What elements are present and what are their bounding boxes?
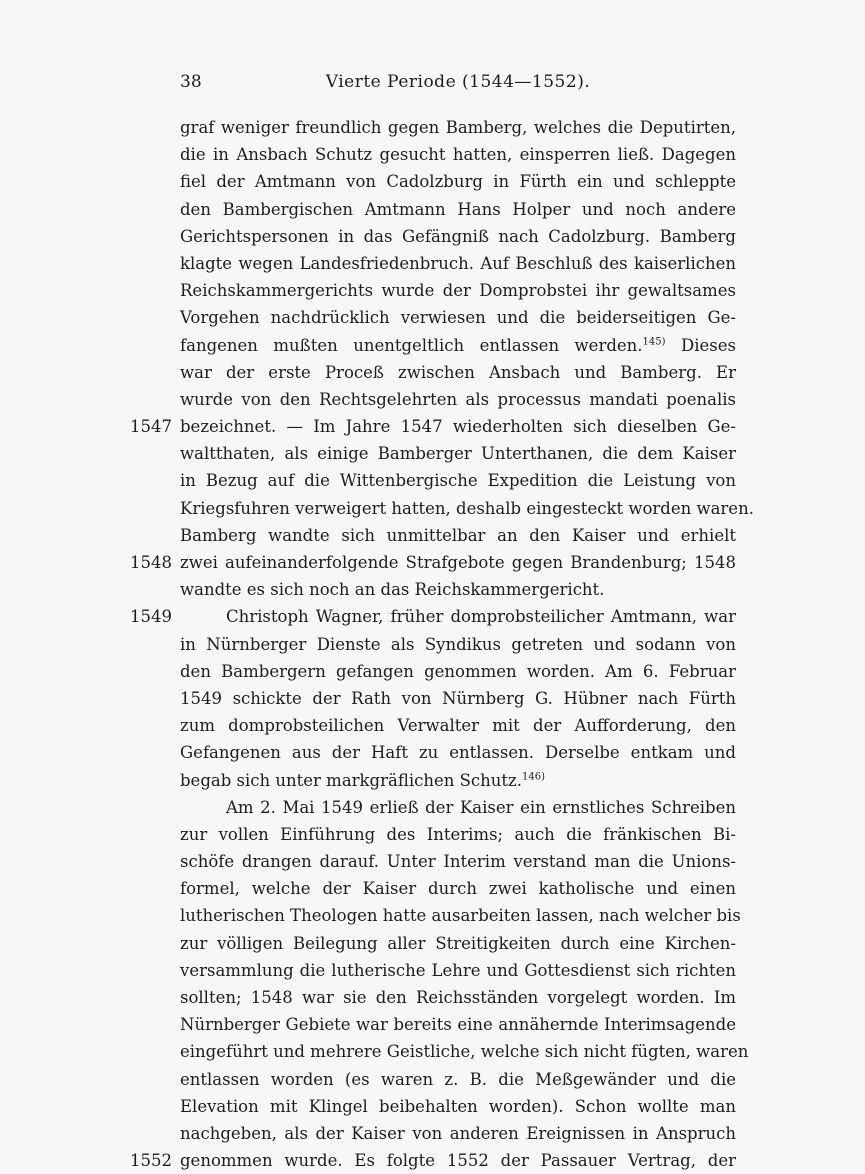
text-line — [180, 930, 736, 957]
text-line — [180, 957, 736, 984]
text-line — [180, 1038, 749, 1065]
line-text: nachgeben, als der Kaiser von anderen Ereignissen in Anspruch — [180, 1123, 736, 1143]
line-text: fangenen mußten unentgeltlich entlassen werden. — [180, 335, 643, 355]
text-line — [180, 196, 736, 223]
line-text: Vorgehen nachdrücklich verwiesen und die beiderseitigen Ge- — [180, 308, 736, 328]
line-text: genommen wurde. Es folgte 1552 der Passauer Vertrag, der — [180, 1151, 736, 1171]
line-text: klagte wegen Landesfriedenbruch. Auf Beschluß des kaiserlichen — [180, 253, 736, 273]
line-text: in Bezug auf die Wittenbergische Expedition die Leistung von — [180, 471, 736, 491]
line-text: zum domprobsteilichen Verwalter mit der Aufforderung, den — [180, 716, 736, 736]
text-line — [180, 875, 736, 902]
margin-year: 1547 — [130, 417, 172, 437]
text-line — [130, 549, 736, 576]
line-text: Gefangenen aus der Haft zu entlassen. Derselbe entkam und — [180, 743, 736, 763]
text-line — [180, 440, 736, 467]
line-text: zur völligen Beilegung aller Streitigkeiten durch eine Kirchen- — [180, 933, 736, 953]
line-text: war der erste Proceß zwischen Ansbach und Bamberg. Er — [180, 362, 736, 382]
line-text: versammlung die lutherische Lehre und Gottesdienst sich richten — [180, 960, 736, 980]
text-line — [180, 522, 736, 549]
line-text: den Bambergern gefangen genommen worden. Am 6. Februar — [180, 661, 736, 681]
line-text: in Nürnberger Dienste als Syndikus getreten und sodann von — [180, 634, 736, 654]
line-text: wurde von den Rechtsgelehrten als processus mandati poenalis — [180, 389, 736, 409]
line-text: begab sich unter markgräflichen Schutz. — [180, 770, 522, 790]
line-text: Reichskammergerichts wurde der Domprobstei ihr gewaltsames — [180, 281, 736, 301]
text-line — [180, 304, 736, 331]
line-text: zur vollen Einführung des Interims; auch die fränkischen Bi- — [180, 824, 736, 844]
running-head: Vierte Periode (1544—1552). — [325, 72, 591, 92]
text-line — [180, 277, 736, 304]
text-line — [180, 821, 736, 848]
text-line — [180, 250, 736, 277]
text-line — [180, 767, 736, 794]
page-number: 38 — [180, 72, 202, 92]
line-text: Nürnberger Gebiete war bereits eine annähernde Interimsagende — [180, 1015, 736, 1035]
line-text: Gerichtspersonen in das Gefängniß nach Cadolzburg. Bamberg — [180, 226, 736, 246]
text-line — [180, 359, 736, 386]
text-line — [180, 658, 736, 685]
margin-year: 1548 — [130, 553, 172, 572]
text-line — [180, 1120, 736, 1147]
text-line — [180, 794, 736, 821]
text-line — [180, 576, 736, 603]
line-text: wandte es sich noch an das Reichskammergericht. — [180, 580, 605, 600]
text-line — [180, 168, 736, 195]
text-line — [130, 1147, 736, 1174]
text-line — [180, 495, 754, 522]
text-line — [180, 1066, 736, 1093]
page-header — [180, 72, 736, 98]
line-text: bezeichnet. — Im Jahre 1547 wiederholten sich dieselben Ge- — [180, 417, 736, 437]
line-text: Kriegsfuhren verweigert hatten, deshalb eingesteckt worden waren. — [180, 498, 754, 518]
text-line — [180, 114, 736, 141]
line-text: lutherischen Theologen hatte ausarbeiten lassen, nach welcher bis — [180, 906, 741, 926]
line-text: entlassen worden (es waren z. B. die Meßgewänder und die — [180, 1069, 736, 1089]
margin-year: 1549 — [130, 607, 172, 627]
footnote-marker: 146) — [521, 771, 545, 782]
line-text: den Bambergischen Amtmann Hans Holper und noch andere — [180, 199, 736, 219]
text-line — [180, 1011, 736, 1038]
line-text: Bamberg wandte sich unmittelbar an den Kaiser und erhielt — [180, 525, 736, 545]
footnote-marker: 145) — [642, 336, 666, 347]
line-text: Elevation mit Klingel beibehalten worden). Schon wollte man — [180, 1096, 736, 1116]
line-text: sollten; 1548 war sie den Reichsständen vorgelegt worden. Im — [180, 988, 736, 1007]
text-line — [180, 467, 736, 494]
text-line — [180, 332, 736, 359]
text-line — [130, 603, 736, 630]
text-line — [180, 386, 736, 413]
line-text: schöfe drangen darauf. Unter Interim verstand man die Unions- — [180, 852, 736, 872]
text-line — [130, 413, 736, 440]
line-text: eingeführt und mehrere Geistliche, welche sich nicht fügten, waren — [180, 1042, 749, 1062]
text-line — [180, 712, 736, 739]
body-text — [130, 114, 754, 1174]
line-text: waltthaten, als einige Bamberger Unterthanen, die dem Kaiser — [180, 444, 736, 464]
line-text: zwei aufeinanderfolgende Strafgebote gegen Brandenburg; 1548 — [180, 553, 736, 572]
line-text-tail: Dieses — [665, 335, 736, 355]
line-text: formel, welche der Kaiser durch zwei katholische und einen — [180, 879, 736, 899]
text-line — [180, 1093, 736, 1120]
text-line — [180, 848, 736, 875]
text-line — [180, 685, 736, 712]
line-text: fiel der Amtmann von Cadolzburg in Fürth ein und schleppte — [180, 172, 736, 192]
line-text: die in Ansbach Schutz gesucht hatten, einsperren ließ. Dagegen — [180, 145, 736, 165]
text-line — [180, 902, 741, 929]
text-line — [180, 631, 736, 658]
line-text: graf weniger freundlich gegen Bamberg, welches die Deputirten, — [180, 118, 736, 137]
text-line — [180, 223, 736, 250]
line-text: Christoph Wagner, früher domprobsteilicher Amtmann, war — [226, 607, 736, 627]
line-text: 1549 schickte der Rath von Nürnberg G. Hübner nach Fürth — [180, 688, 736, 708]
text-line — [180, 739, 736, 766]
text-line — [180, 141, 736, 168]
text-line — [180, 984, 736, 1011]
line-text: Am 2. Mai 1549 erließ der Kaiser ein ernstliches Schreiben — [226, 797, 736, 817]
margin-year: 1552 — [130, 1151, 172, 1171]
